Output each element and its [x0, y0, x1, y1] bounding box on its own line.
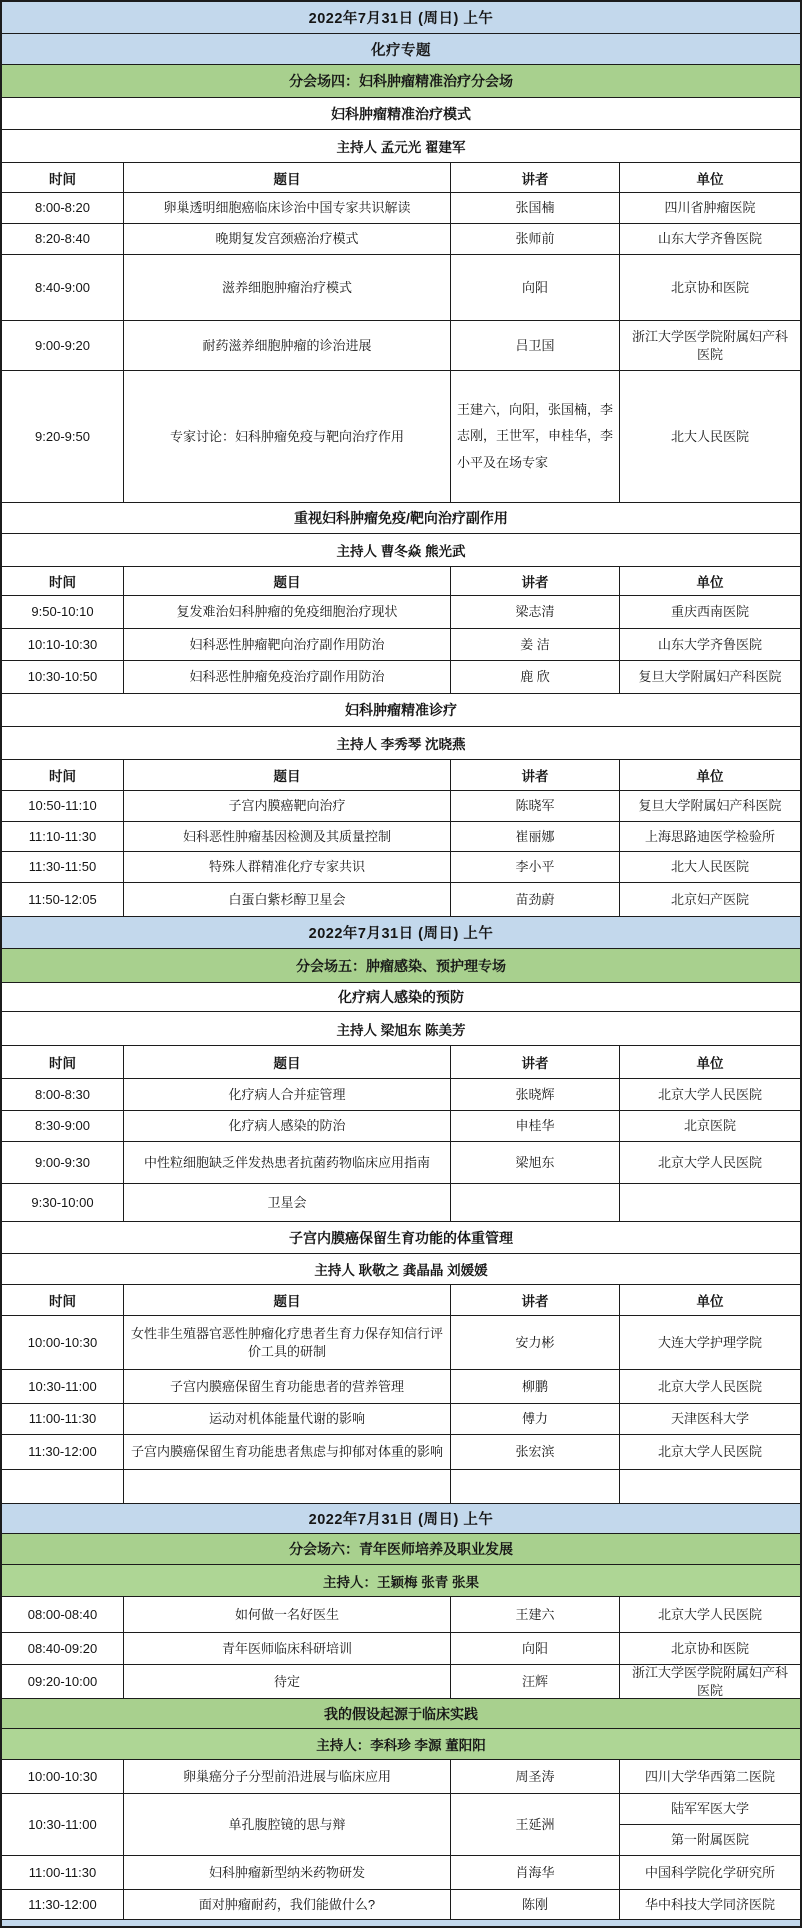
speaker-cell: 汪辉 [450, 1665, 619, 1698]
column-header-title: 题目 [123, 1285, 450, 1315]
column-header-speaker: 讲者 [450, 163, 619, 192]
column-header-speaker: 讲者 [450, 567, 619, 595]
schedule-row [2, 1596, 800, 1632]
column-header-unit: 单位 [619, 760, 800, 790]
chairs-row [2, 533, 800, 566]
talk-title-cell: 耐药滋养细胞肿瘤的诊治进展 [123, 321, 450, 370]
time-cell: 9:50-10:10 [31, 604, 94, 620]
schedule-row [2, 790, 800, 821]
talk-title-cell: 妇科恶性肿瘤免疫治疗副作用防治 [123, 661, 450, 693]
time-cell: 10:50-11:10 [28, 798, 97, 814]
unit-cell: 北京妇产医院 [619, 883, 800, 916]
chairs-row [2, 1011, 800, 1045]
schedule-row [2, 1141, 800, 1183]
speaker-cell: 王建六，向阳，张国楠，李志刚，王世军，申桂华，李小平及在场专家 [450, 371, 619, 502]
date-banner [2, 33, 800, 64]
unit-cell: 北京医院 [619, 1111, 800, 1141]
talk-title-cell: 妇科恶性肿瘤靶向治疗副作用防治 [123, 629, 450, 660]
talk-title-cell: 妇科肿瘤新型纳米药物研发 [123, 1856, 450, 1889]
speaker-cell: 安力彬 [450, 1316, 619, 1369]
time-cell [2, 1470, 123, 1503]
unit-cell: 北京大学人民医院 [619, 1370, 800, 1403]
time-cell: 11:00-11:30 [28, 1864, 97, 1880]
segment-title-row [2, 693, 800, 726]
date-banner [2, 916, 800, 948]
segment-title-row [2, 502, 800, 533]
time-cell: 08:00-08:40 [27, 1606, 98, 1622]
talk-title-cell: 卵巢透明细胞癌临床诊治中国专家共识解读 [123, 193, 450, 223]
chairs-row [2, 1728, 800, 1759]
talk-title-cell: 白蛋白紫杉醇卫星会 [123, 883, 450, 916]
session-title: 分会场四：妇科肿瘤精准治疗分会场 [2, 65, 800, 97]
talk-title-cell: 单孔腹腔镜的思与辩 [123, 1794, 450, 1855]
chairs-row [2, 726, 800, 759]
time-cell: 9:00-9:30 [35, 1154, 90, 1170]
time-cell: 8:30-9:00 [35, 1118, 90, 1134]
time-cell: 9:20-9:50 [35, 428, 90, 444]
talk-title-cell: 晚期复发宫颈癌治疗模式 [123, 224, 450, 254]
column-header-row [2, 162, 800, 192]
talk-title-cell: 面对肿瘤耐药，我们能做什么? [123, 1890, 450, 1919]
time-cell: 11:30-11:50 [28, 859, 97, 875]
chairs-label: 主持人 李秀琴 沈晓燕 [2, 727, 800, 759]
unit-cell [619, 1794, 800, 1855]
schedule-row [2, 1889, 800, 1919]
unit-cell: 华中科技大学同济医院 [619, 1890, 800, 1919]
column-header-speaker: 讲者 [450, 1285, 619, 1315]
segment-title-row [2, 982, 800, 1011]
time-cell: 10:10-10:30 [27, 636, 98, 652]
column-header-unit: 单位 [619, 163, 800, 192]
talk-title-cell: 妇科恶性肿瘤基因检测及其质量控制 [123, 822, 450, 851]
speaker-cell: 向阳 [450, 1633, 619, 1664]
speaker-cell: 张师前 [450, 224, 619, 254]
session-title: 分会场六：青年医师培养及职业发展 [2, 1534, 800, 1564]
speaker-cell [450, 1470, 619, 1503]
speaker-cell: 梁志清 [450, 596, 619, 628]
schedule-row [2, 370, 800, 502]
partial-date-banner-strip [2, 1919, 800, 1926]
time-cell: 10:00-10:30 [27, 1768, 98, 1784]
schedule-row [2, 320, 800, 370]
talk-title-cell [123, 1470, 450, 1503]
date-banner [2, 2, 800, 33]
talk-title-cell: 滋养细胞肿瘤治疗模式 [123, 255, 450, 320]
talk-title-cell: 女性非生殖器官恶性肿瘤化疗患者生育力保存知信行评价工具的研制 [123, 1316, 450, 1369]
time-cell: 11:00-11:30 [28, 1411, 97, 1427]
time-cell: 11:50-12:05 [28, 891, 97, 907]
unit-cell: 四川省肿瘤医院 [619, 193, 800, 223]
column-header-time: 时间 [2, 1046, 123, 1078]
speaker-cell: 申桂华 [450, 1111, 619, 1141]
schedule-row [2, 660, 800, 693]
schedule-row [2, 882, 800, 916]
segment-title: 重视妇科肿瘤免疫/靶向治疗副作用 [2, 503, 800, 533]
schedule-row [2, 254, 800, 320]
column-header-row [2, 566, 800, 595]
schedule-row [2, 223, 800, 254]
segment-title-row [2, 1221, 800, 1253]
schedule-row [2, 821, 800, 851]
unit-cell: 北京大学人民医院 [619, 1597, 800, 1632]
unit-cell: 天津医科大学 [619, 1404, 800, 1434]
unit-cell [619, 1184, 800, 1221]
talk-title-cell: 特殊人群精准化疗专家共识 [123, 852, 450, 882]
unit-cell: 浙江大学医学院附属妇产科医院 [619, 321, 800, 370]
session-title-row [2, 1533, 800, 1564]
date-banner-text: 2022年7月31日 (周日) 上午 [2, 2, 800, 33]
schedule-row [2, 1110, 800, 1141]
chairs-label: 主持人：王颖梅 张青 张果 [2, 1565, 800, 1596]
unit-line: 陆军军医大学 [670, 1801, 749, 1817]
time-cell: 10:00-10:30 [27, 1334, 98, 1350]
chairs-row [2, 1564, 800, 1596]
column-header-time: 时间 [2, 163, 123, 192]
empty-row [2, 1469, 800, 1503]
speaker-cell: 肖海华 [450, 1856, 619, 1889]
chairs-label: 主持人 耿敬之 龚晶晶 刘媛媛 [2, 1254, 800, 1284]
unit-cell: 复旦大学附属妇产科医院 [619, 791, 800, 821]
speaker-cell: 张宏滨 [450, 1435, 619, 1469]
column-header-row [2, 1284, 800, 1315]
speaker-cell: 梁旭东 [450, 1142, 619, 1183]
segment-title: 妇科肿瘤精准诊疗 [2, 694, 800, 726]
session-title: 我的假设起源于临床实践 [2, 1699, 800, 1728]
speaker-cell: 吕卫国 [450, 321, 619, 370]
talk-title-cell: 卵巢癌分子分型前沿进展与临床应用 [123, 1760, 450, 1793]
talk-title-cell: 中性粒细胞缺乏伴发热患者抗菌药物临床应用指南 [123, 1142, 450, 1183]
schedule-row [2, 1434, 800, 1469]
time-cell: 9:00-9:20 [35, 337, 90, 353]
session-title: 分会场五：肿瘤感染、预护理专场 [2, 949, 800, 982]
unit-cell: 上海思路迪医学检验所 [619, 822, 800, 851]
speaker-cell: 柳鹏 [450, 1370, 619, 1403]
schedule-row [2, 1855, 800, 1889]
speaker-cell: 王延洲 [450, 1794, 619, 1855]
unit-cell: 复旦大学附属妇产科医院 [619, 661, 800, 693]
date-banner-text: 化疗专题 [2, 34, 800, 64]
time-cell: 09:20-10:00 [27, 1673, 98, 1689]
chairs-label: 主持人：李科珍 李源 董阳阳 [2, 1729, 800, 1759]
unit-cell [619, 1470, 800, 1503]
unit-cell: 北京大学人民医院 [619, 1142, 800, 1183]
time-cell: 8:20-8:40 [35, 231, 90, 247]
session-title-row [2, 948, 800, 982]
unit-cell: 北大人民医院 [619, 371, 800, 502]
column-header-title: 题目 [123, 760, 450, 790]
talk-title-cell: 化疗病人感染的防治 [123, 1111, 450, 1141]
chairs-row [2, 129, 800, 162]
talk-title-cell: 如何做一名好医生 [123, 1597, 450, 1632]
unit-cell: 中国科学院化学研究所 [619, 1856, 800, 1889]
time-cell: 8:00-8:30 [35, 1086, 90, 1102]
schedule-row [2, 1632, 800, 1664]
chairs-label: 主持人 梁旭东 陈美芳 [2, 1012, 800, 1045]
column-header-time: 时间 [2, 567, 123, 595]
column-header-time: 时间 [2, 760, 123, 790]
time-cell: 10:30-11:00 [28, 1816, 97, 1832]
talk-title-cell: 子宫内膜癌保留生育功能患者焦虑与抑郁对体重的影响 [123, 1435, 450, 1469]
session-title-row [2, 1698, 800, 1728]
time-cell: 11:30-12:00 [28, 1444, 97, 1460]
column-header-speaker: 讲者 [450, 1046, 619, 1078]
chairs-label: 主持人 曹冬焱 熊光武 [2, 534, 800, 566]
unit-line: 第一附属医院 [620, 1824, 800, 1855]
date-banner-text: 2022年7月31日 (周日) 上午 [2, 917, 800, 948]
segment-title: 子宫内膜癌保留生育功能的体重管理 [2, 1222, 800, 1253]
speaker-cell: 陈晓军 [450, 791, 619, 821]
schedule-row [2, 628, 800, 660]
time-cell: 11:10-11:30 [28, 828, 97, 844]
schedule-row [2, 1315, 800, 1369]
speaker-cell: 王建六 [450, 1597, 619, 1632]
schedule-row [2, 595, 800, 628]
schedule-row [2, 1759, 800, 1793]
talk-title-cell: 运动对机体能量代谢的影响 [123, 1404, 450, 1434]
talk-title-cell: 卫星会 [123, 1184, 450, 1221]
column-header-row [2, 1045, 800, 1078]
speaker-cell: 张晓辉 [450, 1079, 619, 1110]
schedule-row [2, 1078, 800, 1110]
column-header-speaker: 讲者 [450, 760, 619, 790]
segment-title: 化疗病人感染的预防 [2, 983, 800, 1011]
time-cell: 08:40-09:20 [27, 1640, 98, 1656]
talk-title-cell: 子宫内膜癌保留生育功能患者的营养管理 [123, 1370, 450, 1403]
time-cell: 11:30-12:00 [28, 1896, 97, 1912]
schedule-row [2, 1369, 800, 1403]
unit-cell: 重庆西南医院 [619, 596, 800, 628]
column-header-unit: 单位 [619, 1046, 800, 1078]
chairs-row [2, 1253, 800, 1284]
column-header-row [2, 759, 800, 790]
speaker-cell: 傅力 [450, 1404, 619, 1434]
unit-cell: 山东大学齐鲁医院 [619, 629, 800, 660]
schedule-row [2, 1183, 800, 1221]
column-header-title: 题目 [123, 1046, 450, 1078]
speaker-cell: 李小平 [450, 852, 619, 882]
talk-title-cell: 子宫内膜癌靶向治疗 [123, 791, 450, 821]
unit-cell: 北京大学人民医院 [619, 1079, 800, 1110]
date-banner-text: 2022年7月31日 (周日) 上午 [2, 1504, 800, 1533]
column-header-unit: 单位 [619, 567, 800, 595]
column-header-title: 题目 [123, 567, 450, 595]
talk-title-cell: 化疗病人合并症管理 [123, 1079, 450, 1110]
time-cell: 9:30-10:00 [31, 1194, 94, 1210]
speaker-cell: 鹿 欣 [450, 661, 619, 693]
time-cell: 8:00-8:20 [35, 200, 90, 216]
column-header-title: 题目 [123, 163, 450, 192]
time-cell: 10:30-10:50 [27, 669, 98, 685]
schedule-row [2, 1403, 800, 1434]
unit-cell: 北京协和医院 [619, 255, 800, 320]
talk-title-cell: 专家讨论：妇科肿瘤免疫与靶向治疗作用 [123, 371, 450, 502]
chairs-label: 主持人 孟元光 翟建军 [2, 130, 800, 162]
unit-cell: 北京大学人民医院 [619, 1435, 800, 1469]
speaker-cell: 苗劲蔚 [450, 883, 619, 916]
unit-cell: 北京协和医院 [619, 1633, 800, 1664]
schedule-row [2, 192, 800, 223]
speaker-cell: 周圣涛 [450, 1760, 619, 1793]
time-cell: 10:30-11:00 [28, 1378, 97, 1394]
schedule-row [2, 851, 800, 882]
schedule-row [2, 1664, 800, 1698]
speaker-cell [450, 1184, 619, 1221]
schedule-row [2, 1793, 800, 1855]
session-title-row [2, 64, 800, 97]
unit-cell: 四川大学华西第二医院 [619, 1760, 800, 1793]
speaker-cell: 张国楠 [450, 193, 619, 223]
speaker-cell: 陈刚 [450, 1890, 619, 1919]
column-header-unit: 单位 [619, 1285, 800, 1315]
segment-title: 妇科肿瘤精准治疗模式 [2, 98, 800, 129]
speaker-cell: 崔丽娜 [450, 822, 619, 851]
segment-title-row [2, 97, 800, 129]
unit-cell: 大连大学护理学院 [619, 1316, 800, 1369]
talk-title-cell: 待定 [123, 1665, 450, 1698]
time-cell: 8:40-9:00 [35, 279, 90, 295]
date-banner [2, 1503, 800, 1533]
speaker-cell: 向阳 [450, 255, 619, 320]
column-header-time: 时间 [2, 1285, 123, 1315]
unit-cell: 山东大学齐鲁医院 [619, 224, 800, 254]
unit-cell: 浙江大学医学院附属妇产科医院 [619, 1665, 800, 1698]
speaker-cell: 姜 洁 [450, 629, 619, 660]
talk-title-cell: 青年医师临床科研培训 [123, 1633, 450, 1664]
talk-title-cell: 复发难治妇科肿瘤的免疫细胞治疗现状 [123, 596, 450, 628]
unit-cell: 北大人民医院 [619, 852, 800, 882]
